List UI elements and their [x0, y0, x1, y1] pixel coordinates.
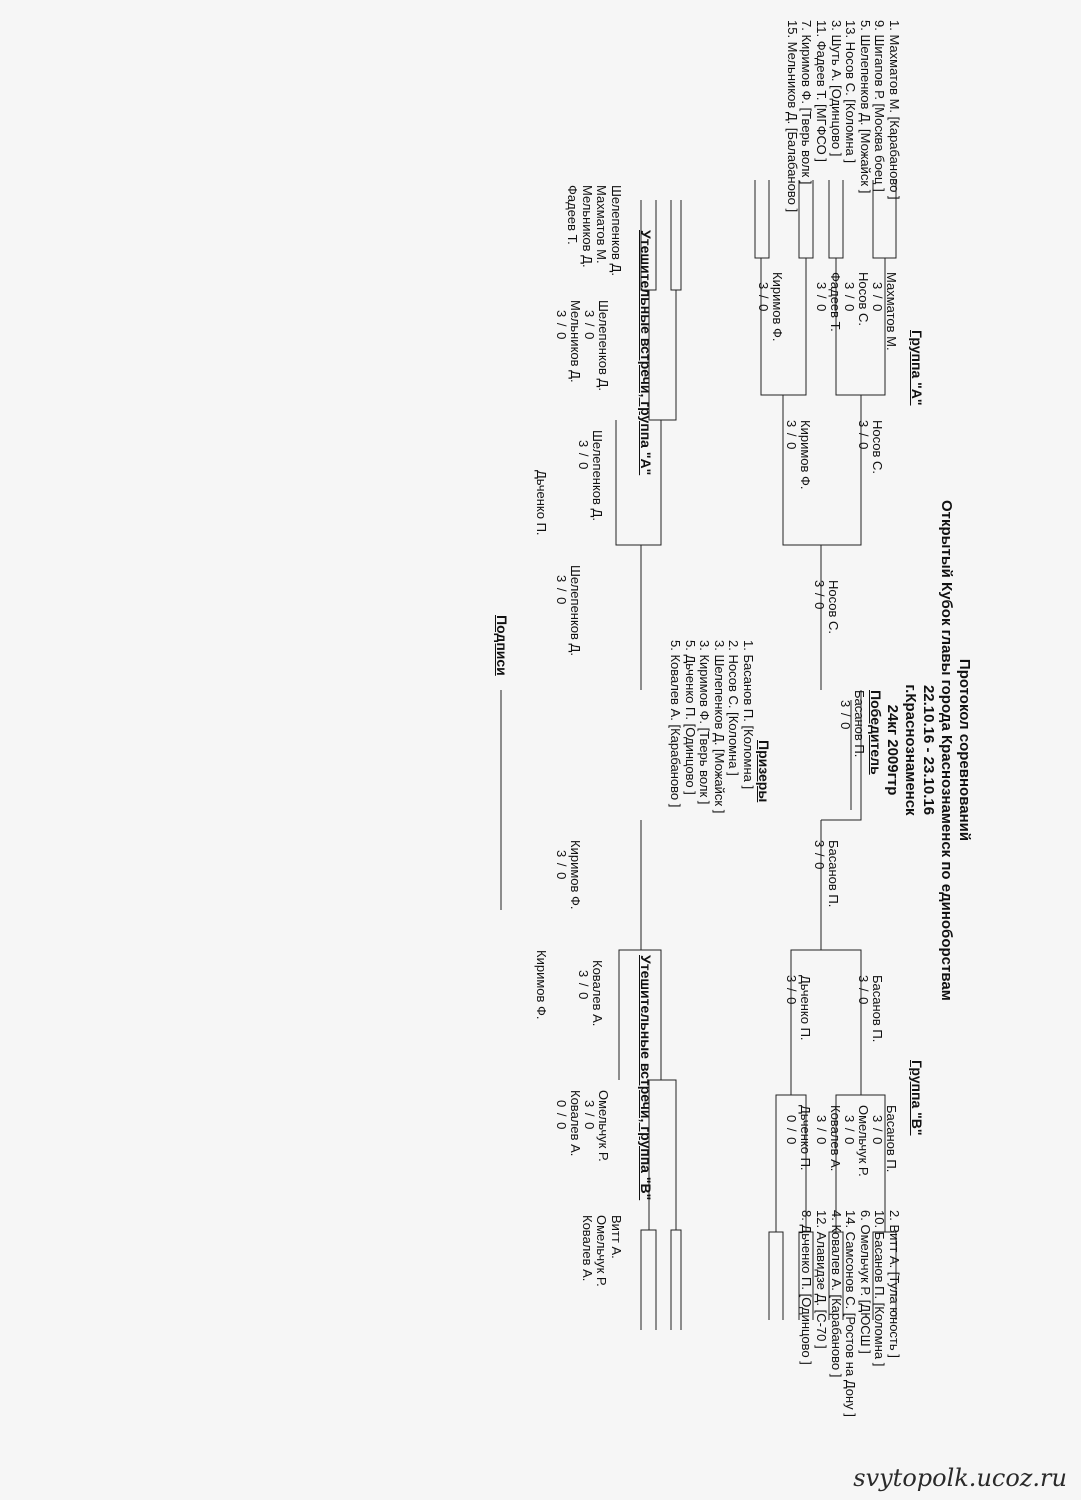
cons-a-late-entrant: Дьченко П.	[534, 470, 549, 536]
b-r1-winner: Басанов П.	[884, 1105, 899, 1173]
b-r2-score: 3 / 0	[784, 975, 799, 1006]
a-r1-winner: Носов С.	[856, 272, 871, 327]
title: Протокол соревнований	[956, 658, 973, 842]
a-final-winner: Носов С.	[826, 580, 841, 635]
prize-item: 2. Носов С. [Коломна ]	[726, 640, 742, 776]
b-final-winner: Басанов П.	[826, 840, 841, 908]
a-r2-score: 3 / 0	[784, 420, 799, 451]
participant: 6. Омельчук Р. [ДЮСШ ]	[857, 1210, 873, 1354]
b-r1-score: 3 / 0	[814, 1115, 829, 1146]
entrant: Махматов М.	[594, 185, 610, 264]
group-a-label: Группа "А"	[909, 330, 925, 406]
participant: 1. Махматов М. [Карабаново ]	[887, 20, 902, 200]
cons-a-final-winner: Шелепенков Д.	[568, 565, 583, 656]
b-r1-score: 3 / 0	[870, 1115, 885, 1146]
b-r1-score: 0 / 0	[784, 1115, 799, 1146]
entrant: Мельников Д.	[579, 185, 595, 268]
cons-b-r2-winner: Ковалев А.	[590, 960, 605, 1027]
cons-b-r1-score: 0 / 0	[554, 1100, 569, 1131]
a-r1-score: 3 / 0	[814, 282, 829, 313]
cons-a-r2-winner: Шелепенков Д.	[590, 430, 605, 521]
cons-a-r1-winner: Мельников Д.	[568, 300, 583, 383]
group-b-label: Группа "В"	[909, 1060, 925, 1136]
participant: 9. Шигапов Р. [Москва боец ]	[872, 20, 888, 192]
b-r2-winner: Дьченко П.	[798, 975, 813, 1041]
prizes-label: Призеры	[756, 740, 772, 803]
consolation-a-label: Утешительные встречи, группа "А"	[638, 230, 654, 476]
participant: 13. Носов С. [Коломна ]	[843, 20, 859, 163]
a-r1-winner: Фадеев Т.	[828, 272, 843, 332]
prize-item: 3. Киримов Ф. [Тверь волк ]	[697, 640, 713, 805]
entrant: Фадеев Т.	[565, 185, 581, 245]
cons-b-r1-2	[641, 1230, 656, 1330]
winner-label: Победитель	[868, 690, 884, 775]
participant: 3. Шуть А. [Одинцово ]	[828, 20, 844, 157]
a-r1-score: 3 / 0	[870, 282, 885, 313]
winner-score: 3 / 0	[838, 700, 853, 731]
cons-b-r1-winner: Ковалев А.	[568, 1090, 583, 1157]
a-final-score: 3 / 0	[812, 580, 827, 611]
a-r2-winner: Носов С.	[870, 420, 885, 475]
prizes-list	[667, 640, 755, 813]
participant: 14. Самсонов С. [Ростов на Дону ]	[843, 1210, 859, 1417]
city: г.Краснознаменск	[902, 684, 919, 816]
subtitle: Открытый Кубок главы города Краснознаменск по единоборствам	[938, 500, 955, 1001]
entrant: Омельчук Р.	[594, 1215, 610, 1287]
cons-a-r1-winner: Шелепенков Д.	[596, 300, 611, 391]
cons-b-r1-score: 3 / 0	[582, 1100, 597, 1131]
cons-a-r1-score: 3 / 0	[582, 310, 597, 341]
bracket-a-r3	[783, 395, 861, 545]
participant: 10. Басанов П. [Коломна ]	[872, 1210, 888, 1367]
b-r1-score: 3 / 0	[842, 1115, 857, 1146]
b-r1-winner: Омельчук Р.	[856, 1105, 871, 1177]
bracket-b-r1-4	[769, 1232, 783, 1320]
cons-a-r2-score: 3 / 0	[576, 440, 591, 471]
prize-item: 5. Дьченко П. [Одинцово ]	[682, 640, 698, 795]
a-r1-winner: Киримов Ф.	[770, 272, 785, 342]
signatures-label: Подписи	[494, 615, 510, 676]
cons-b-final-winner: Киримов Ф.	[568, 840, 583, 910]
entrant: Ковалев А.	[579, 1215, 595, 1282]
a-r1-score: 3 / 0	[756, 282, 771, 313]
cons-a-r1-score: 3 / 0	[554, 310, 569, 341]
b-r1-winner: Дьченко П.	[798, 1105, 813, 1171]
b-r1-winner: Ковалев А.	[828, 1105, 843, 1172]
participant: 15. Мельников Д. [Балабаново ]	[784, 20, 800, 213]
participant: 8. Дьченко П. [Одинцово ]	[799, 1210, 815, 1365]
dates: 22.10.16 - 23.10.16	[920, 684, 937, 816]
prize-item: 3. Шелепенков Д. [Можайск ]	[711, 640, 727, 814]
participant: 11. Фадеев Т. [МГФСО ]	[814, 20, 830, 162]
category: 24кг 2009гтр	[884, 704, 901, 796]
a-r1-score: 3 / 0	[842, 282, 857, 313]
b-r2-winner: Басанов П.	[870, 975, 885, 1043]
consolation-a-entrants	[565, 185, 623, 276]
participant: 2. Витт А. [Тула юность ]	[887, 1210, 902, 1358]
cons-b-r1-winner: Омельчук Р.	[596, 1090, 611, 1162]
entrant: Шелепенков Д.	[609, 185, 624, 276]
cons-b-final-score: 3 / 0	[554, 850, 569, 881]
consolation-b-label: Утешительные встречи, группа "В"	[638, 955, 654, 1201]
a-r2-winner: Киримов Ф.	[798, 420, 813, 490]
winner-name: Басанов П.	[852, 690, 867, 758]
participant: 5. Шелепенков Д. [Можайск ]	[857, 20, 873, 194]
cons-b-late-entrant: Киримов Ф.	[534, 950, 549, 1020]
a-r2-score: 3 / 0	[856, 420, 871, 451]
prize-item: 5. Ковалев А. [Карабаново ]	[668, 640, 684, 808]
b-final-score: 3 / 0	[812, 840, 827, 871]
prize-item: 1. Басанов П. [Коломна ]	[741, 640, 756, 790]
bracket-a-r1-4	[755, 180, 769, 258]
cons-a-final-score: 3 / 0	[554, 575, 569, 606]
participant: 4. Ковалев А. [Карабаново ]	[828, 1210, 844, 1378]
b-r2-score: 3 / 0	[856, 975, 871, 1006]
entrant: Витт А.	[609, 1215, 624, 1259]
watermark: svytopolk.ucoz.ru	[853, 1464, 1067, 1492]
cons-b-r2-score: 3 / 0	[576, 970, 591, 1001]
participant: 7. Киримов Ф. [Тверь волк ]	[799, 20, 815, 185]
cons-b-r1-1	[671, 1230, 681, 1330]
group-a-participants	[784, 20, 901, 212]
group-b-participants	[799, 1210, 901, 1417]
consolation-b-entrants	[579, 1215, 623, 1287]
participant: 12. Алавидзе Д. [С-70 ]	[814, 1210, 830, 1349]
cons-a-r1-1	[671, 200, 681, 290]
a-r1-winner: Махматов М.	[884, 272, 899, 351]
